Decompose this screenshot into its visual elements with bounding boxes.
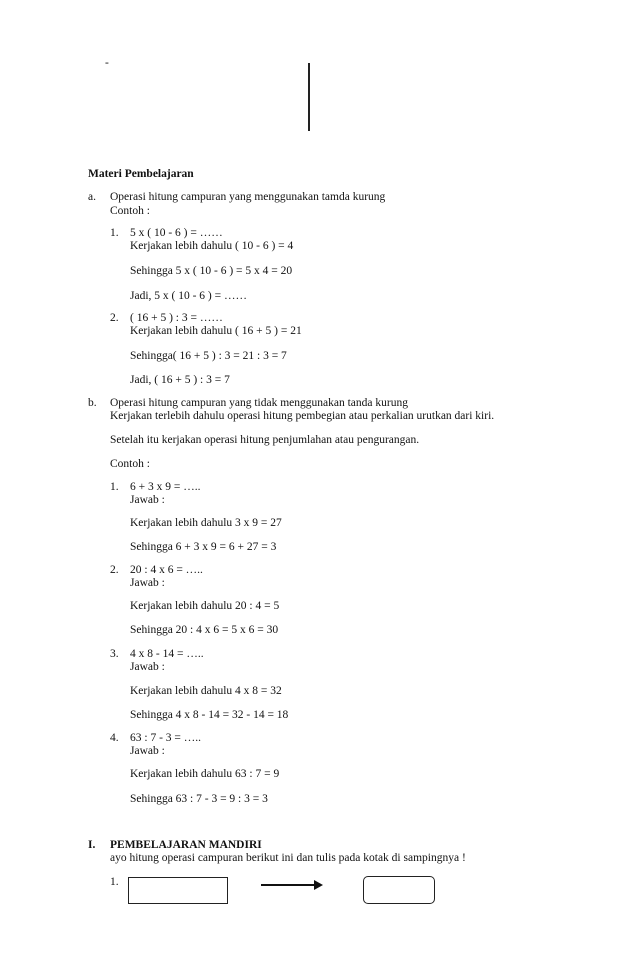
a-item-2-line3: Jadi, ( 16 + 5 ) : 3 = 7 [130,374,230,386]
arrow-line [261,884,315,886]
mandiri-marker: I. [88,839,96,851]
a-item-1-line3: Jadi, 5 x ( 10 - 6 ) = …… [130,290,247,302]
b-item-2-jawab: Jawab : [130,577,165,589]
b-item-4-number: 4. [110,732,119,744]
section-b-desc1: Kerjakan terlebih dahulu operasi hitung pembegian atau perkalian urutkan dari kiri. [110,410,495,422]
b-item-4-line1: Kerjakan lebih dahulu 63 : 7 = 9 [130,768,280,780]
b-item-3-problem: 4 x 8 - 14 = ….. [130,648,204,660]
a-item-2-line2: Sehingga( 16 + 5 ) : 3 = 21 : 3 = 7 [130,350,287,362]
problem-box[interactable] [128,877,228,904]
mandiri-instruction: ayo hitung operasi campuran berikut ini dan tulis pada kotak di sampingnya ! [110,852,466,864]
b-item-1-problem: 6 + 3 x 9 = ….. [130,481,201,493]
b-item-2-problem: 20 : 4 x 6 = ….. [130,564,203,576]
section-b-desc2: Setelah itu kerjakan operasi hitung penjumlahan atau pengurangan. [110,434,420,446]
b-item-1-jawab: Jawab : [130,494,165,506]
a-item-1-problem: 5 x ( 10 - 6 ) = …… [130,227,223,239]
a-item-1-number: 1. [110,227,119,239]
section-b-title: Operasi hitung campuran yang tidak menggunakan tanda kurung [110,397,408,409]
arrow-right-icon [314,880,323,890]
mandiri-heading: PEMBELAJARAN MANDIRI [110,839,262,851]
vertical-divider-line [308,63,310,131]
mandiri-item-1-number: 1. [110,876,119,888]
b-item-2-line2: Sehingga 20 : 4 x 6 = 5 x 6 = 30 [130,624,279,636]
section-b-contoh: Contoh : [110,458,150,470]
a-item-2-problem: ( 16 + 5 ) : 3 = …… [130,312,223,324]
b-item-3-line2: Sehingga 4 x 8 - 14 = 32 - 14 = 18 [130,709,289,721]
b-item-4-problem: 63 : 7 - 3 = ….. [130,732,202,744]
a-item-2-number: 2. [110,312,119,324]
b-item-3-number: 3. [110,648,119,660]
answer-box[interactable] [363,876,435,904]
b-item-1-line2: Sehingga 6 + 3 x 9 = 6 + 27 = 3 [130,541,277,553]
section-a-marker: a. [88,191,96,203]
a-item-1-line2: Sehingga 5 x ( 10 - 6 ) = 5 x 4 = 20 [130,265,293,277]
b-item-4-jawab: Jawab : [130,745,165,757]
b-item-1-number: 1. [110,481,119,493]
section-b-marker: b. [88,397,97,409]
a-item-1-line1: Kerjakan lebih dahulu ( 10 - 6 ) = 4 [130,240,294,252]
section-a-title: Operasi hitung campuran yang menggunakan tamda kurung [110,191,386,203]
b-item-2-number: 2. [110,564,119,576]
b-item-2-line1: Kerjakan lebih dahulu 20 : 4 = 5 [130,600,280,612]
b-item-3-jawab: Jawab : [130,661,165,673]
b-item-3-line1: Kerjakan lebih dahulu 4 x 8 = 32 [130,685,282,697]
top-dash-mark: - [105,57,109,69]
b-item-4-line2: Sehingga 63 : 7 - 3 = 9 : 3 = 3 [130,793,268,805]
materi-heading: Materi Pembelajaran [88,168,194,180]
b-item-1-line1: Kerjakan lebih dahulu 3 x 9 = 27 [130,517,282,529]
section-a-contoh: Contoh : [110,205,150,217]
a-item-2-line1: Kerjakan lebih dahulu ( 16 + 5 ) = 21 [130,325,302,337]
